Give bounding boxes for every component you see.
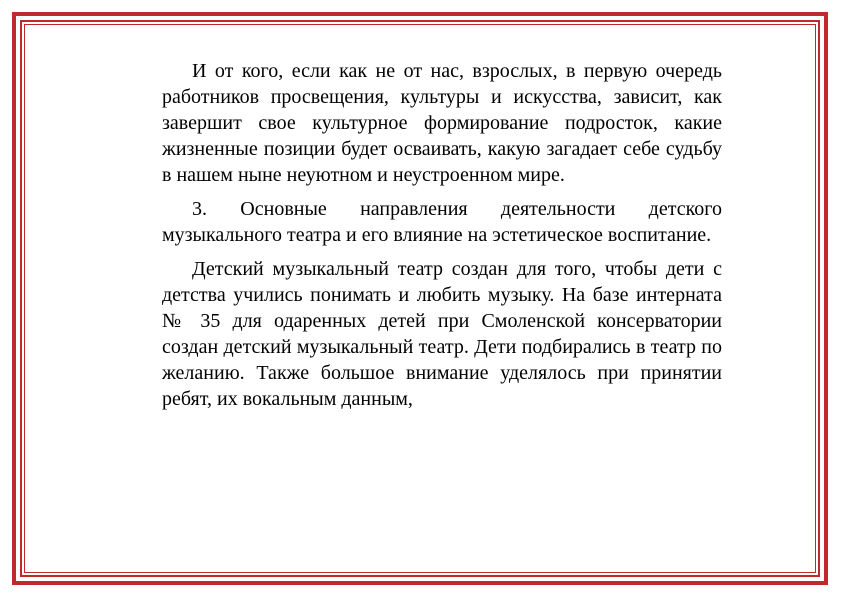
section-heading: 3. Основные направления деятельности детского музыкального театра и его влияние на эстетическое воспитание. [162,198,722,246]
document-body [162,58,722,420]
paragraph: Детский музыкальный театр создан для того, чтобы дети с детства учились понимать и любить музыку. На базе интерната № 35 для одаренных детей при Смоленской консерватории создан детский музыкальный театр. Дети подбирались в театр по желанию. Также большое внимание уделялось при принятии ребят, их вокальным данным, [162,258,722,410]
paragraph: И от кого, если как не от нас, взрослых, в первую очередь работников просвещения, культуры и искусства, зависит, как завершит свое культурное формирование подросток, какие жизненные позиции будет осваивать, какую загадает себе судьбу в нашем ныне неуютном и неустроенном мире. [162,60,722,186]
